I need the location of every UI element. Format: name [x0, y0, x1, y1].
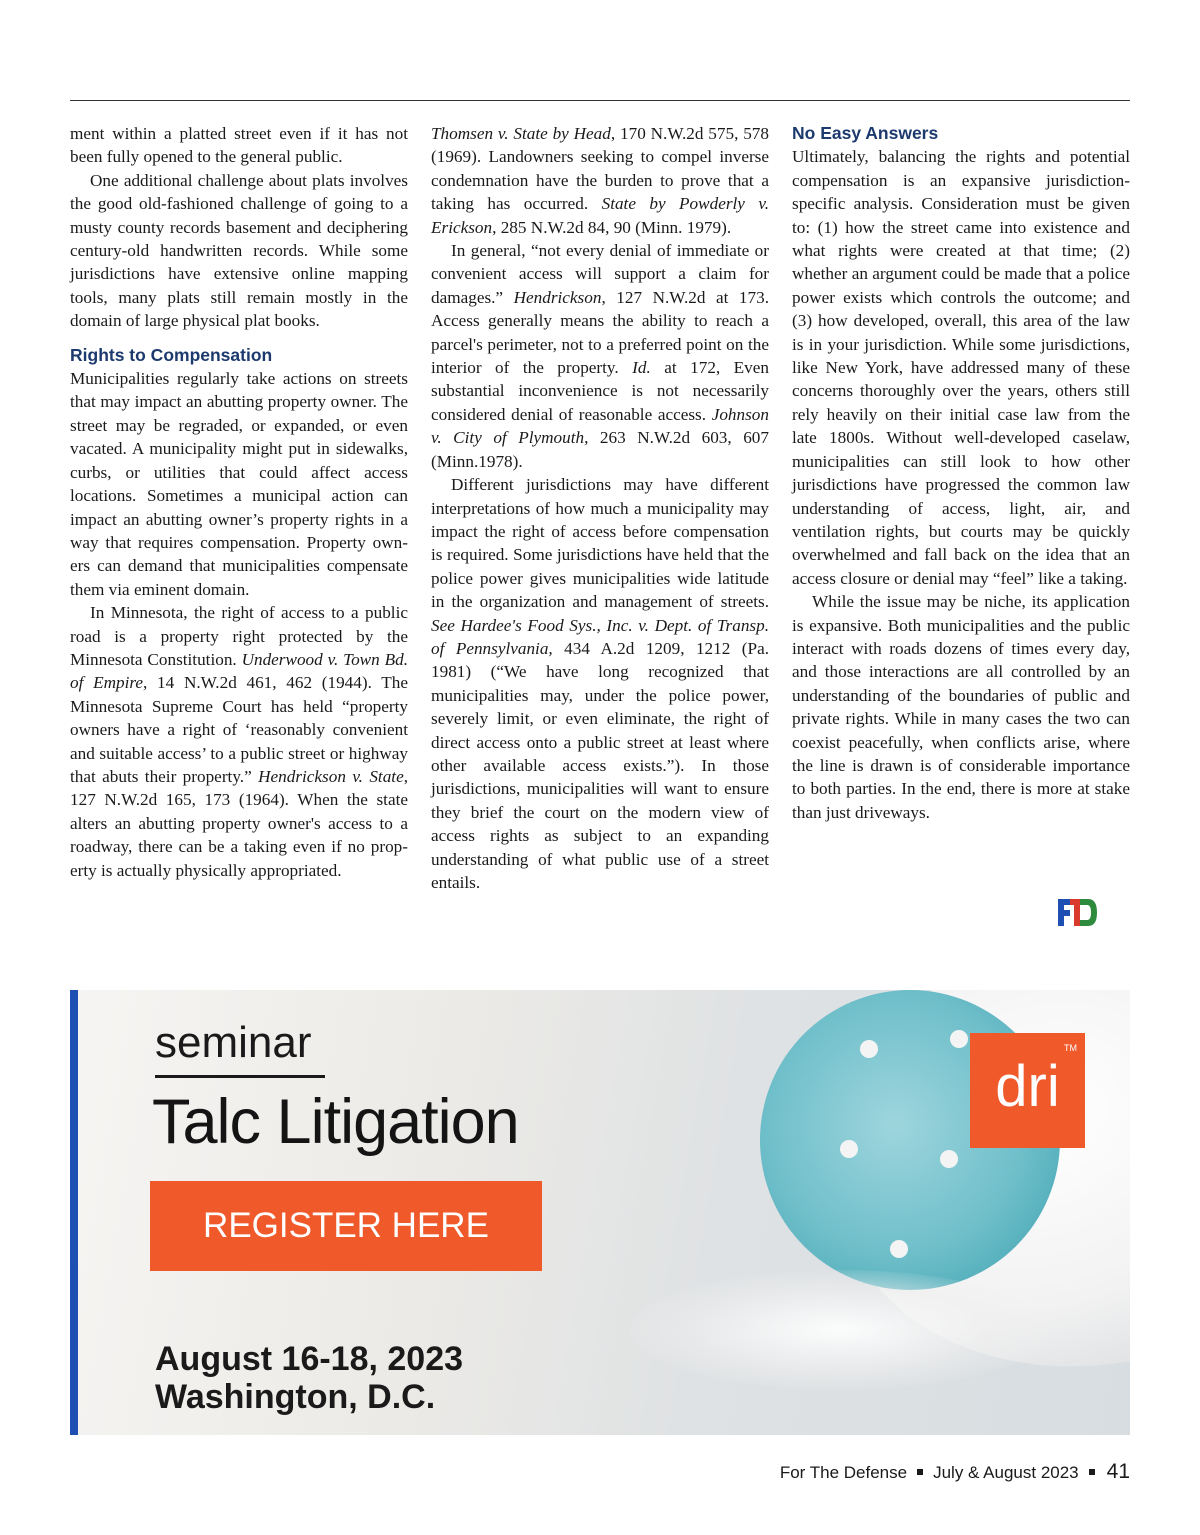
text: at 172, Even substantial inconvenience is not necessarily considered denial of reasonable access. — [431, 358, 769, 424]
paragraph: While the issue may be niche, its application is expansive. Both municipalities and the public interact with roads dozens of times every day, and those interactions are all controlled by an understanding of the boundaries of public and private rights. While in many cases the two can coexist peacefully, when conflicts arise, where the line is drawn is of considerable importance to both parties. In the end, there is more at stake than just driveways. — [792, 592, 1130, 822]
text: , 285 N.W.2d 84, 90 (Minn. 1979). — [492, 217, 732, 237]
text: , 127 N.W.2d 165, 173 (1964). When the state alters an abutting property owner's access to a roadway, there can be a taking even if no property is actually physically appropriated. — [70, 766, 409, 880]
case-citation: Underwood v. Town Bd. of Empire — [70, 649, 408, 693]
article-column-1 — [70, 122, 408, 882]
text: , 14 N.W.2d 461, 462 (1944). The Minnesota Supreme Court has held “property owners have a right of ‘reasonably convenient and suitable access’ to a public street or highway that abuts their property.” — [70, 673, 409, 786]
separator-square-icon — [917, 1469, 923, 1475]
case-citation: See Hardee's Food Sys., Inc. v. Dept. of Transp. of Pennsylvania, — [431, 615, 769, 658]
text: , 170 N.W.2d 575, 578 (1969). Landowners seeking to compel inverse condemnation have the burden to prove that a taking has occurred. — [431, 124, 769, 214]
logo-text: dri — [995, 1054, 1060, 1119]
kicker-underline — [155, 1075, 325, 1078]
paragraph: Municipalities regularly take actions on streets that may impact an abutting property owner. The street may be regraded, or expanded, or even vacated. A municipality might put in sidewalks, curbs, or utilities that could affect access locations. Sometimes a municipal action can impact an abutting owner’s property rights in a way that requires compensation. Property owners can demand that municipalities compensate them via eminent domain. — [70, 369, 408, 599]
ad-title: Talc Litigation — [152, 1087, 519, 1157]
text: Different jurisdictions may have different interpretations of how much a municipality may impact the right of access before compensation is required. Some jurisdictions have held that the police power gives municipalities wide latitude in the organization and management of streets. — [431, 475, 769, 612]
case-citation: Id. — [632, 358, 651, 378]
separator-square-icon — [1089, 1469, 1095, 1475]
issue-date: July & August 2023 — [933, 1463, 1079, 1482]
event-location: Washington, D.C. — [155, 1378, 436, 1416]
accent-bar — [70, 990, 78, 1435]
page-footer — [780, 1460, 1130, 1484]
case-citation: State by Powderly v. Erickson — [431, 194, 770, 237]
trademark-mark: TM — [1064, 1043, 1077, 1053]
text: 434 A.2d 1209, 1212 (Pa. 1981) (“We have long recognized that municipalities may, under the police power, severely limit, or even eliminate, the right of direct access onto a public street at least where other available access exists.”). In those jurisdictions, municipalities will want to ensure they brief the court on the modern view of access rights as subject to an expanding understanding of what public use of a street entails. — [431, 638, 769, 892]
text: , 263 N.W.2d 603, 607 (Minn.1978). — [431, 428, 769, 471]
article-column-2 — [431, 122, 769, 894]
text: In general, “not every denial of immediate or convenient access will support a claim for damages.” — [431, 241, 769, 307]
publication-name: For The Defense — [779, 1463, 908, 1482]
case-citation: Hendrickson — [513, 287, 602, 307]
paragraph: One additional challenge about plats involves the good old-fashioned challenge of going to a musty county records basement and deciphering century-old handwritten records. While some jurisdictions have extensive online mapping tools, many plats still remain mostly in the domain of large physical plat books. — [70, 170, 408, 331]
paragraph: Ultimately, balancing the rights and potential compensation is an expansive jurisdiction-specific analysis. Consideration must be given to: (1) how the street came into existence and what rights were created at that time; (2) whether an argument could be made that a police power exists which controls the outcome; and (3) how developed, overall, this area of the law is in your jurisdiction. While some jurisdictions, like New York, have addressed many of these concerns thoroughly over the years, others still rely heavily on their initial case law from the late 1800s. Without well-developed caselaw, municipalities can still look to how other jurisdictions have progressed the common law understanding of access, light, air, and ventilation rights, but courts may be quickly overwhelmed and fall back on the idea that an access closure or denial may “feel” like a taking. — [792, 147, 1130, 588]
section-heading-no-easy-answers: No Easy Answers — [792, 123, 939, 143]
case-citation: Hendrickson v. State — [258, 766, 404, 786]
ad-kicker: seminar — [155, 1018, 312, 1067]
seminar-advertisement — [70, 990, 1130, 1435]
case-citation: Thomsen v. State by Head — [431, 124, 611, 143]
event-date: August 16-18, 2023 — [155, 1340, 464, 1378]
section-heading-rights-to-compensation: Rights to Compensation — [70, 344, 273, 365]
text: In Minnesota, the right of access to a public road is a property right protected by the Minnesota Constitution. — [70, 603, 408, 669]
ftd-logo-icon — [1056, 897, 1098, 928]
text: , 127 N.W.2d at 173. Access generally means the ability to reach a parcel's perimeter, not to a preferred point on the interior of the property. — [431, 287, 769, 378]
paragraph: ment within a platted street even if it has not been fully opened to the general public. — [70, 124, 408, 167]
top-rule — [70, 100, 1130, 101]
case-citation: Johnson v. City of Plymouth — [431, 404, 769, 448]
dri-logo — [970, 1033, 1085, 1148]
page-number: 41 — [1106, 1460, 1130, 1483]
paragraph — [431, 122, 769, 239]
spilled-powder-image — [630, 1270, 1050, 1390]
paragraph — [431, 239, 769, 473]
paragraph — [431, 473, 769, 894]
paragraph — [70, 601, 408, 882]
register-button[interactable]: REGISTER HERE — [150, 1181, 542, 1271]
article-column-3 — [792, 122, 1130, 824]
ad-event-details — [155, 1340, 463, 1416]
